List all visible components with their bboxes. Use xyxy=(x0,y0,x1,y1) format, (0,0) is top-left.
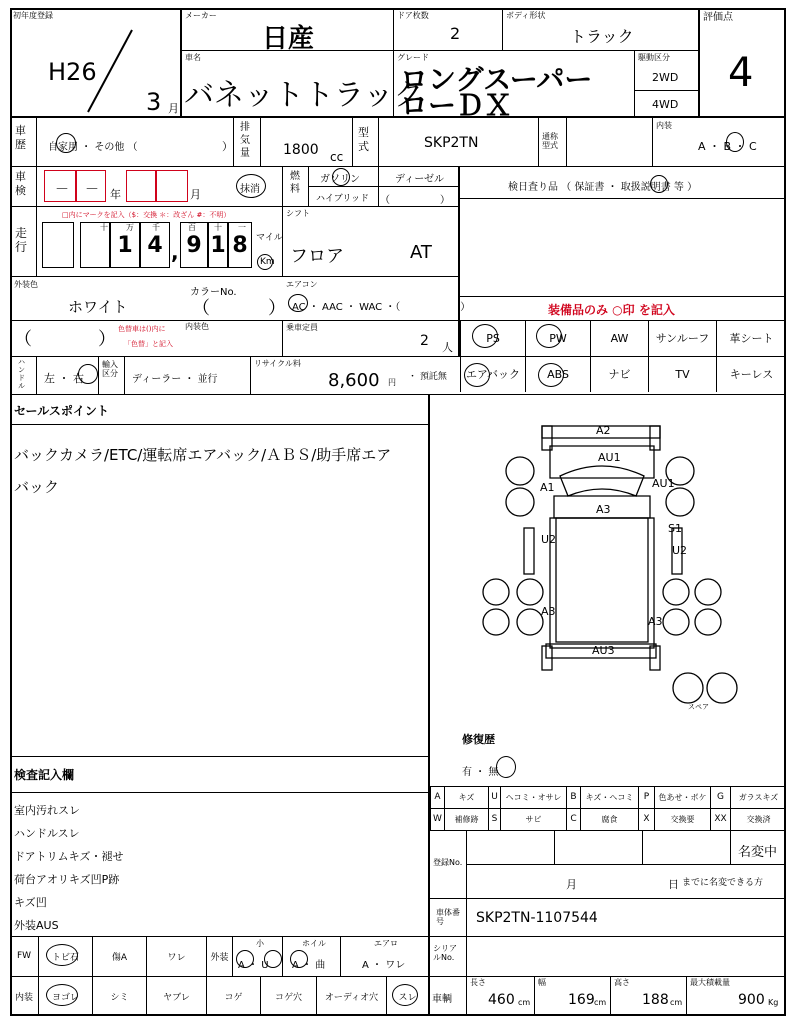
repair-value: 有 ・ 無 xyxy=(462,767,499,778)
fuel-diesel: ディーゼル xyxy=(395,174,444,185)
drive-2wd: 2WD xyxy=(652,71,679,84)
doors: 2 xyxy=(450,24,461,43)
mileage-digit-2: 4 xyxy=(140,222,170,268)
handle-label: ハンドル xyxy=(18,358,25,390)
shaken-year: 年 xyxy=(110,188,121,201)
nai-item-2: ヤブレ xyxy=(146,976,206,1016)
equip-circle-2 xyxy=(464,363,490,387)
mileage-note: □内にマークを記入（$：交換 ＊：改ざん #：不明） xyxy=(62,211,231,219)
exterior-label: 外装色 xyxy=(14,280,38,289)
label-A3-right: A3 xyxy=(648,615,663,628)
reg-month: 月 xyxy=(566,878,577,891)
inspection-item: 外装AUS xyxy=(14,919,59,932)
legend-r1-1: キズ xyxy=(444,786,488,808)
legend-r1-0: A xyxy=(430,786,444,808)
legend-r1-8: G xyxy=(710,786,730,808)
naisou-grade: A ・ B ・ C xyxy=(698,140,757,153)
gas-circle xyxy=(332,168,350,186)
nai-circle-1 xyxy=(392,984,418,1006)
car-name-label: 車名 xyxy=(185,53,201,62)
shift-floor: フロア xyxy=(290,246,344,267)
score-label: 評価点 xyxy=(703,12,733,23)
nai-item-3: コゲ xyxy=(206,976,260,1016)
label-AU1-right: AU1 xyxy=(652,477,675,490)
legend-r2-2: S xyxy=(488,808,500,830)
nai-item-6: スレ xyxy=(386,976,428,1016)
fw-circle-2 xyxy=(264,950,282,968)
label-spare: スペア xyxy=(688,703,709,711)
sales-label: セールスポイント xyxy=(14,404,109,418)
equip-r2-0: エアバック xyxy=(460,356,525,392)
first-reg-label: 初年度登録 xyxy=(13,11,53,20)
fw-hoiru-label: ホイル xyxy=(302,939,326,948)
mileage-comma: , xyxy=(171,240,179,264)
reg-until: までに名変できる方 xyxy=(682,878,764,888)
legend-r2-1: 補修跡 xyxy=(444,808,488,830)
recycle-value: 8,600 xyxy=(328,370,380,391)
maker: 日産 xyxy=(262,24,315,54)
model-label: 型式 xyxy=(358,126,369,153)
mileage-digit-3: 9 xyxy=(180,222,208,268)
nai-item-1: シミ xyxy=(92,976,146,1016)
mileage-label: 走行 xyxy=(15,226,28,254)
usage-close: ） xyxy=(222,140,233,153)
fw-cell-0: FW xyxy=(16,951,32,961)
fw-cell-2: 傷A xyxy=(92,936,146,976)
reg-label: 登録No. xyxy=(433,858,463,867)
legend-r1-4: B xyxy=(566,786,580,808)
inspection-item: キズ凹 xyxy=(14,896,47,909)
fw-cell-3: ワレ xyxy=(146,936,206,976)
legend-r2-0: W xyxy=(430,808,444,830)
equip-r1-3: サンルーフ xyxy=(648,320,716,356)
shaken-masshou: 抹消 xyxy=(240,184,260,195)
interior-note1: 色替車は()内に xyxy=(118,325,166,333)
label-S1: S1 xyxy=(668,522,682,535)
label-A1: A1 xyxy=(540,481,555,494)
label-U2-left: U2 xyxy=(541,533,557,546)
fw-circle-3 xyxy=(290,950,308,968)
equip-header: 装備品のみ ○印 を記入 xyxy=(548,303,675,317)
chassis-label: 車体番号 xyxy=(436,908,460,926)
first-reg-month: 3 xyxy=(146,88,162,116)
naisou-label: 内装 xyxy=(656,121,672,130)
shaken-dash2: － xyxy=(85,182,99,198)
repair-label: 修復歴 xyxy=(462,733,495,746)
score: 4 xyxy=(728,50,754,96)
nai-label: 内装 xyxy=(14,992,33,1003)
handle-value: 左 ・ 右 xyxy=(44,372,84,385)
usage-circle xyxy=(56,133,76,153)
legend-r1-6: P xyxy=(638,786,654,808)
label-A3-left: A3 xyxy=(541,605,556,618)
height-value: 188 xyxy=(642,992,669,1008)
shaken-dash1: － xyxy=(55,182,69,198)
chassis-value: SKP2TN-1107544 xyxy=(476,910,598,926)
sales-text-1: バックカメラ/ETC/運転席エアバック/ＡＢＳ/助手席エア xyxy=(14,446,392,464)
equip-r2-4: キーレス xyxy=(716,356,786,392)
nai-item-0: ヨゴレ xyxy=(38,976,92,1016)
import-label: 輸入区分 xyxy=(102,360,118,378)
legend-r2-7: 交換要 xyxy=(654,808,710,830)
legend-r1-7: 色あせ・ボケ xyxy=(654,786,710,808)
usage: 自家用 ・ その他 （ xyxy=(48,142,138,153)
legend-r2-8: XX xyxy=(710,808,730,830)
body-type: トラック xyxy=(570,27,634,46)
fuel-paren: （ ） xyxy=(380,195,450,206)
legend-r2-4: C xyxy=(566,808,580,830)
cc-unit: cc xyxy=(330,150,344,164)
repair-circle xyxy=(496,756,516,778)
exterior-color: ホワイト xyxy=(68,298,128,316)
docs-circle xyxy=(650,175,668,193)
year-slash xyxy=(80,26,140,116)
label-AU1: AU1 xyxy=(598,451,621,464)
equip-circle-3 xyxy=(538,363,564,387)
reg-meihen: 名変中 xyxy=(738,845,778,860)
masshou-circle xyxy=(236,174,266,198)
car-diagram xyxy=(430,396,786,726)
nai-item-5: オーディオ穴 xyxy=(316,976,386,1016)
km-circle xyxy=(257,254,273,270)
fuel-label: 燃料 xyxy=(290,171,300,195)
legend-r1-2: U xyxy=(488,786,500,808)
colorno-label: カラーNo. xyxy=(190,287,237,298)
mile-label: マイル xyxy=(256,233,283,243)
legend-r1-9: ガラスキズ xyxy=(730,786,786,808)
inspection-item: 荷台アオリキズ凹P跡 xyxy=(14,873,120,886)
length-value: 460 xyxy=(488,992,515,1008)
equip-r1-4: 革シート xyxy=(716,320,786,356)
legend-r2-3: サビ xyxy=(500,808,566,830)
equip-r2-3: TV xyxy=(648,356,716,392)
recycle-label: リサイクル料 xyxy=(254,359,301,368)
fw-sho-value: A ・ U xyxy=(238,960,269,971)
grade-line2: ローＤＸ xyxy=(400,89,513,122)
model: SKP2TN xyxy=(424,135,479,151)
sales-text-2: バック xyxy=(14,478,60,496)
mileage-digit-1: 1 xyxy=(110,222,140,268)
inspection-label: 検査記入欄 xyxy=(14,768,75,782)
mileage-digit-5: 8 xyxy=(228,222,252,268)
fuel-gas: ガソリン xyxy=(320,174,360,185)
reg-day: 日 xyxy=(668,878,679,891)
max-load-value: 900 xyxy=(738,992,765,1008)
fw-aero-label: エアロ xyxy=(374,939,398,948)
equip-r2-2: ナビ xyxy=(590,356,648,392)
dims-label: 車輌 xyxy=(432,994,452,1005)
capacity-label: 乗車定員 xyxy=(286,323,318,332)
drive-label: 駆動区分 xyxy=(638,53,670,62)
shaken-month: 月 xyxy=(190,188,201,201)
fw-circle-1 xyxy=(236,950,254,968)
legend-r2-5: 腐食 xyxy=(580,808,638,830)
shift-label: シフト xyxy=(286,209,310,218)
equip-r1-1: PW xyxy=(525,320,590,356)
equip-r2-1: ABS xyxy=(525,356,590,392)
maker-label: メーカー xyxy=(185,11,217,20)
fw-cell-1: トビ石 xyxy=(38,936,92,976)
fw-sho-label: 小 xyxy=(256,939,264,948)
aircon-value: AC ・ AAC ・ WAC ・（ ） xyxy=(292,302,471,313)
legend-r1-3: ヘコミ・オサレ xyxy=(500,786,566,808)
km-label: Km xyxy=(260,257,275,267)
aircon-label: エアコン xyxy=(286,280,318,289)
nai-item-4: コゲ穴 xyxy=(260,976,316,1016)
naisou-circle xyxy=(726,132,744,152)
mileage-digit-4: 1 xyxy=(208,222,228,268)
equip-r1-0: PS xyxy=(460,320,525,356)
mileage-digit-blank xyxy=(42,222,74,268)
fw-hoiru-value: A ・ 曲 xyxy=(292,960,326,971)
interior-note2: 「色替」と記入 xyxy=(124,340,173,348)
first-reg-year: H26 xyxy=(48,58,97,86)
inspection-item: ドアトリムキズ・褪せ xyxy=(14,850,124,863)
kureki-label: 車歴 xyxy=(15,124,26,151)
interior-color-label: 内装色 xyxy=(185,322,209,331)
doors-label: ドア枚数 xyxy=(397,11,429,20)
haiki-label: 排気量 xyxy=(240,122,250,159)
label-A2: A2 xyxy=(596,424,611,437)
fw-circle-0 xyxy=(46,944,78,966)
ac-circle xyxy=(288,294,308,312)
handle-circle xyxy=(78,364,98,384)
tsusho-label: 通称型式 xyxy=(542,132,558,150)
legend-r2-6: X xyxy=(638,808,654,830)
shaken-label: 車検 xyxy=(15,170,26,197)
width-value: 169 xyxy=(568,992,595,1008)
label-U2-right: U2 xyxy=(672,544,688,557)
nai-circle-0 xyxy=(46,984,78,1006)
inspection-item: 室内汚れスレ xyxy=(14,804,80,817)
dealer-value: ディーラー ・ 並行 xyxy=(132,374,218,385)
legend-r1-5: キズ・ヘコミ xyxy=(580,786,638,808)
capacity-value: 2 xyxy=(420,333,429,349)
label-A3-top: A3 xyxy=(596,503,611,516)
inspection-item: ハンドルスレ xyxy=(14,827,80,840)
grade-line1: ロングスーパー xyxy=(400,63,593,96)
serial-label: シリアルNo. xyxy=(433,944,457,962)
grade-label: グレード xyxy=(397,53,429,62)
car-name: バネットトラック xyxy=(184,78,424,113)
equip-circle-1 xyxy=(536,324,562,348)
shift-at: AT xyxy=(410,242,432,263)
equip-r1-2: AW xyxy=(590,320,648,356)
fw-aero-value: A ・ ワレ xyxy=(362,960,406,971)
fw-cell-4: 外装 xyxy=(206,936,232,976)
body-label: ボディ形状 xyxy=(506,11,546,20)
legend-r2-9: 交換済 xyxy=(730,808,786,830)
recycle-deposit: ・ 預託無 xyxy=(408,372,447,382)
docs-title: 検日査り品 （ 保証書 ・ 取扱説明書 等 ） xyxy=(508,182,698,193)
drive-4wd: 4WD xyxy=(652,98,679,111)
month-suffix: 月 xyxy=(168,102,179,115)
displacement: 1800 xyxy=(283,142,319,158)
equip-circle-0 xyxy=(472,324,498,348)
label-AU3: AU3 xyxy=(592,644,615,657)
fuel-hybrid: ハイブリッド xyxy=(316,194,370,204)
